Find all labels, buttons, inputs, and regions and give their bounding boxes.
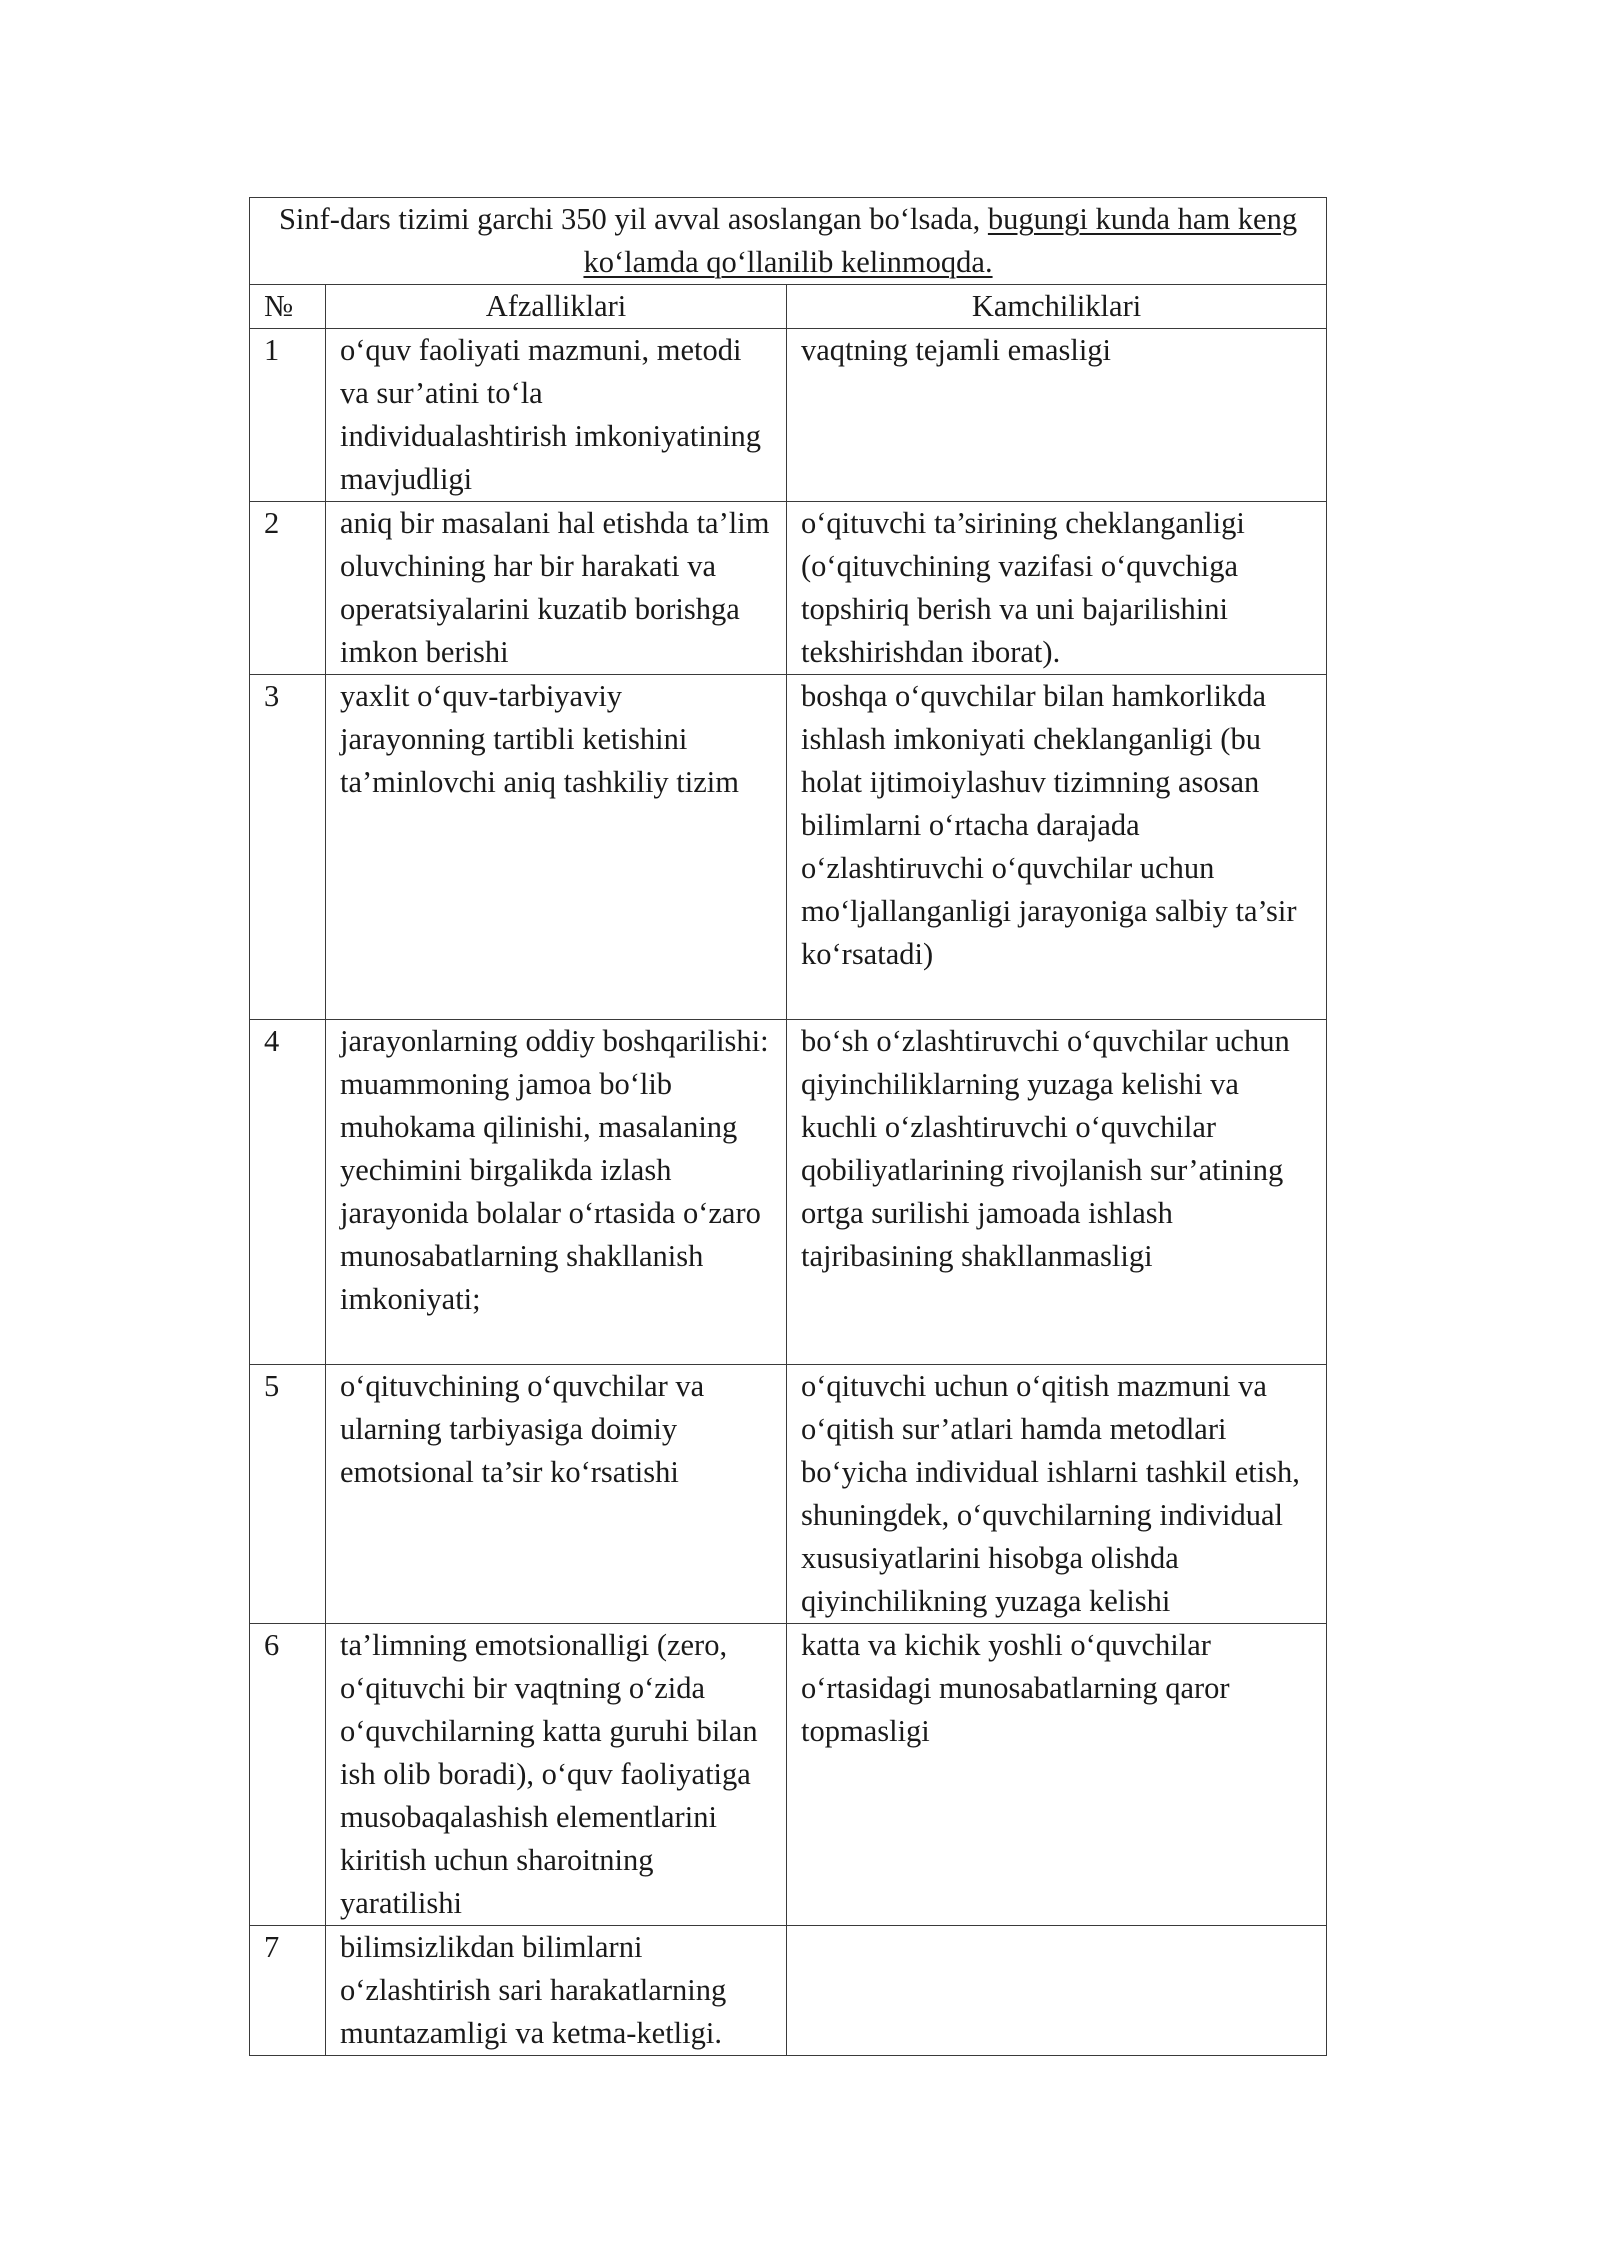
advantage-cell: jarayonlarning oddiy boshqarilishi: muammoning jamoa bo‘lib muhokama qilinishi, masalaning yechimini birgalikda izlash jarayonida bolalar o‘rtasida o‘zaro munosabatlarning shakllanish imkoniyati;: [326, 1020, 787, 1365]
advantage-cell: o‘quv faoliyati mazmuni, metodi va sur’atini to‘la individualashtirish imkoniyatining mavjudligi: [326, 329, 787, 502]
caption-underlined-text: bugungi kunda ham keng ko‘lamda qo‘llanilib kelinmoqda.: [583, 202, 1298, 279]
row-number: 6: [250, 1624, 326, 1926]
table-caption-row: [250, 198, 1327, 285]
table-row: [250, 675, 1327, 1020]
table-row: [250, 1926, 1327, 2056]
header-number: №: [250, 285, 326, 329]
header-disadvantages: Kamchiliklari: [787, 285, 1327, 329]
advantage-cell: ta’limning emotsionalligi (zero, o‘qituvchi bir vaqtning o‘zida o‘quvchilarning katta guruhi bilan ish olib boradi), o‘quv faoliyatiga musobaqalashish elementlarini kiritish uchun sharoitning yaratilishi: [326, 1624, 787, 1926]
advantage-cell: bilimsizlikdan bilimlarni o‘zlashtirish sari harakatlarning muntazamligi va ketma-ketligi.: [326, 1926, 787, 2056]
advantage-cell: yaxlit o‘quv-tarbiyaviy jarayonning tartibli ketishini ta’minlovchi aniq tashkiliy tizim: [326, 675, 787, 1020]
row-number: 1: [250, 329, 326, 502]
table-row: [250, 1365, 1327, 1624]
table-row: [250, 329, 1327, 502]
table-row: [250, 502, 1327, 675]
disadvantage-cell: vaqtning tejamli emasligi: [787, 329, 1327, 502]
disadvantage-cell: boshqa o‘quvchilar bilan hamkorlikda ishlash imkoniyati cheklanganligi (bu holat ijtimoiylashuv tizimning asosan bilimlarni o‘rtacha darajada o‘zlashtiruvchi o‘quvchilar uchun mo‘ljallanganligi jarayoniga salbiy ta’sir ko‘rsatadi): [787, 675, 1327, 1020]
caption-text: Sinf-dars tizimi garchi 350 yil avval asoslangan bo‘lsada,: [278, 202, 988, 236]
row-number: 2: [250, 502, 326, 675]
table-caption: [250, 198, 1327, 285]
disadvantage-cell: bo‘sh o‘zlashtiruvchi o‘quvchilar uchun qiyinchiliklarning yuzaga kelishi va kuchli o‘zlashtiruvchi o‘quvchilar qobiliyatlarining rivojlanish sur’atining ortga surilishi jamoada ishlash tajribasining shakllanmasligi: [787, 1020, 1327, 1365]
disadvantage-cell: katta va kichik yoshli o‘quvchilar o‘rtasidagi munosabatlarning qaror topmasligi: [787, 1624, 1327, 1926]
table-row: [250, 1020, 1327, 1365]
row-number: 5: [250, 1365, 326, 1624]
row-number: 4: [250, 1020, 326, 1365]
row-number: 3: [250, 675, 326, 1020]
disadvantage-cell: [787, 1926, 1327, 2056]
row-number: 7: [250, 1926, 326, 2056]
advantage-cell: aniq bir masalani hal etishda ta’lim oluvchining har bir harakati va operatsiyalarini kuzatib borishga imkon berishi: [326, 502, 787, 675]
table-header-row: [250, 285, 1327, 329]
disadvantage-cell: o‘qituvchi uchun o‘qitish mazmuni va o‘qitish sur’atlari hamda metodlari bo‘yicha individual ishlarni tashkil etish, shuningdek, o‘quvchilarning individual xususiyatlarini hisobga olishda qiyinchilikning yuzaga kelishi: [787, 1365, 1327, 1624]
advantage-cell: o‘qituvchining o‘quvchilar va ularning tarbiyasiga doimiy emotsional ta’sir ko‘rsatishi: [326, 1365, 787, 1624]
header-advantages: Afzalliklari: [326, 285, 787, 329]
comparison-table: [249, 197, 1327, 2056]
table-row: [250, 1624, 1327, 1926]
disadvantage-cell: o‘qituvchi ta’sirining cheklanganligi (o‘qituvchining vazifasi o‘quvchiga topshiriq berish va uni bajarilishini tekshirishdan iborat).: [787, 502, 1327, 675]
